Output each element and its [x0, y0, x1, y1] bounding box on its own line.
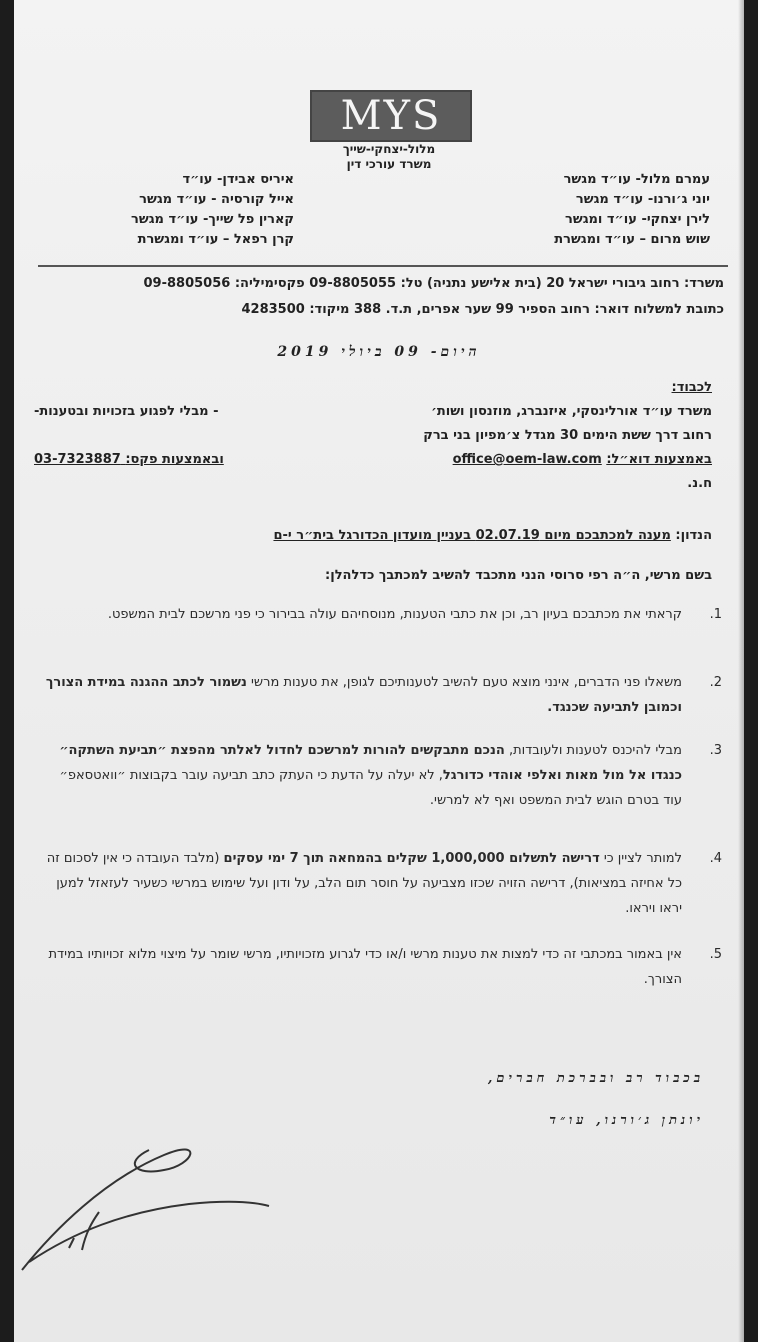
recipient-firm: משרד עו״ד אורלינסקי, איזנברג, מוזנסון ושות׳	[431, 404, 712, 419]
lawyer-name: לירן יצחקי- עו״ד ומגשר	[565, 212, 710, 227]
item-number: 4.	[709, 851, 722, 866]
subject-label: הנדון:	[675, 528, 712, 543]
header-divider	[38, 265, 728, 267]
item-number: 1.	[709, 607, 722, 622]
handwritten-signature	[14, 1120, 274, 1280]
item-number: 5.	[709, 947, 722, 962]
lawyer-name: שוש מרום – עו״ד ומגשרת	[554, 232, 710, 247]
letter-page	[14, 0, 744, 1342]
logo-firm-line: משרד עורכי דין	[346, 157, 432, 171]
email-label: באמצעות דוא״ל:	[606, 452, 712, 467]
lawyer-name: קרן רפאל – עו״ד ומגשרת	[137, 232, 294, 247]
logo-partners-line: מלול-יצחקי-שייך	[342, 142, 436, 156]
item-text: , לא יעלה על הדעת כי העתק כתב תביעה עובר בקבוצות ״וואטסאפ״ עוד בטרם הוגש לבית המשפט ואף לא למרשי.	[59, 768, 682, 808]
without-prejudice-note: - מבלי לפגוע בזכויות ובטענות-	[34, 404, 219, 419]
item-text-bold: הנכם מתבקשים להורות למרשכם לחדול לאלתר מהפצת ״תביעת השתקה״ כנגדו אל מול מאות ואלפי אוהדי כדורגל	[59, 743, 682, 783]
fax-line	[34, 452, 224, 467]
office-address: משרד: רחוב גיבורי ישראל 20 (בית אלישע נתניה) טל: 09-8805055 פקסימיליה: 09-8805056	[143, 276, 724, 291]
subject-line	[32, 528, 712, 543]
lawyers-list-left	[34, 170, 294, 250]
opening-line: בשם מרשי, ה״ה רפי סרוסי הנני מתכבד להשיב למכתבך כדלהלן:	[325, 568, 712, 583]
to-label: לכבוד:	[671, 380, 712, 395]
lawyer-name: עמרם מלול- עו״ד מגשר	[563, 172, 710, 187]
list-item	[42, 846, 722, 921]
item-text: אין באמור במכתבי זה כדי למצות את טענות מרשי ו/או כדי לגרוע מזכויותיו, מרשי שומר על מיצוי מלוא זכויותיו במידת הצורך.	[48, 947, 682, 987]
item-text: למותר לציין כי	[599, 851, 682, 866]
item-text: משאלו פני הדברים, אינני מוצא טעם להשיב לטענותיכם לגופן, את טענות מרשי	[246, 675, 682, 690]
list-item	[42, 738, 722, 813]
letter-date: היום- 09 ביולי 2019	[277, 344, 481, 360]
email-address: office@oem-law.com	[452, 452, 602, 467]
item-text-bold: דרישה לתשלום 1,000,000 שקלים בהמחאה תוך 7 ימי עסקים	[223, 851, 600, 866]
subject-text: מענה למכתבכם מיום 02.07.19 בעניין מועדון הכדורגל בית״ר י-ם	[273, 528, 671, 543]
page-edge-shadow	[738, 0, 744, 1342]
fax-number: 03-7323887	[34, 452, 121, 467]
firm-logo	[310, 90, 472, 142]
item-number: 3.	[709, 743, 722, 758]
item-text: קראתי את מכתבכם בעיון רב, וכן את כתבי הטענות, מנוסחיהם עולה בבירור כי פני מרשכם לבית המשפט.	[107, 607, 682, 622]
item-text: (מלבד העובדה כי אין לסכום זה כל אחיזה במציאות), דרישה הזויה שכזו מצביעה על חוסר תום הלב, על ודון ועל שימוש במרשי כשעיר לעזאזל למען יראו ויראו.	[46, 851, 682, 916]
list-item	[42, 602, 722, 627]
signer-name: יונתן ג׳ורנו, עו״ד	[549, 1113, 704, 1128]
lawyer-name: איריס אבידן- עו״ד	[182, 172, 294, 187]
list-item	[42, 942, 722, 992]
mailing-address: כתובת למשלוח דואר: רחוב הספיר 99 שער אפרים, ת.ד. 388 מיקוד: 4283500	[241, 302, 724, 317]
lawyer-name: קארין פל שייך- עו״ד מגשר	[131, 212, 294, 227]
closing-greeting: בכבוד רב ובברכת חברים,	[487, 1071, 704, 1086]
lawyer-name: יוני ג׳ורנו- עו״ד מגשר	[575, 192, 710, 207]
fax-label: ובאמצעות פקס:	[125, 452, 224, 467]
salutation-initials: ח.נ.	[687, 476, 712, 491]
list-item	[42, 670, 722, 720]
logo-text: MYS	[340, 93, 442, 139]
lawyers-list-right	[450, 170, 710, 250]
item-number: 2.	[709, 675, 722, 690]
recipient-address: רחוב דרך ששת הימים 30 מגדל צ׳מפיון בני ברק	[423, 428, 712, 443]
lawyer-name: אייל קורסיה - עו״ד מגשר	[139, 192, 294, 207]
email-line	[453, 452, 712, 467]
item-text: מבלי להיכנס לטענות ולעובדות,	[504, 743, 682, 758]
item-text-bold: נשמור לכתב ההגנה במידת הצורך וכמובן לתביעה שכנגד.	[45, 675, 682, 715]
